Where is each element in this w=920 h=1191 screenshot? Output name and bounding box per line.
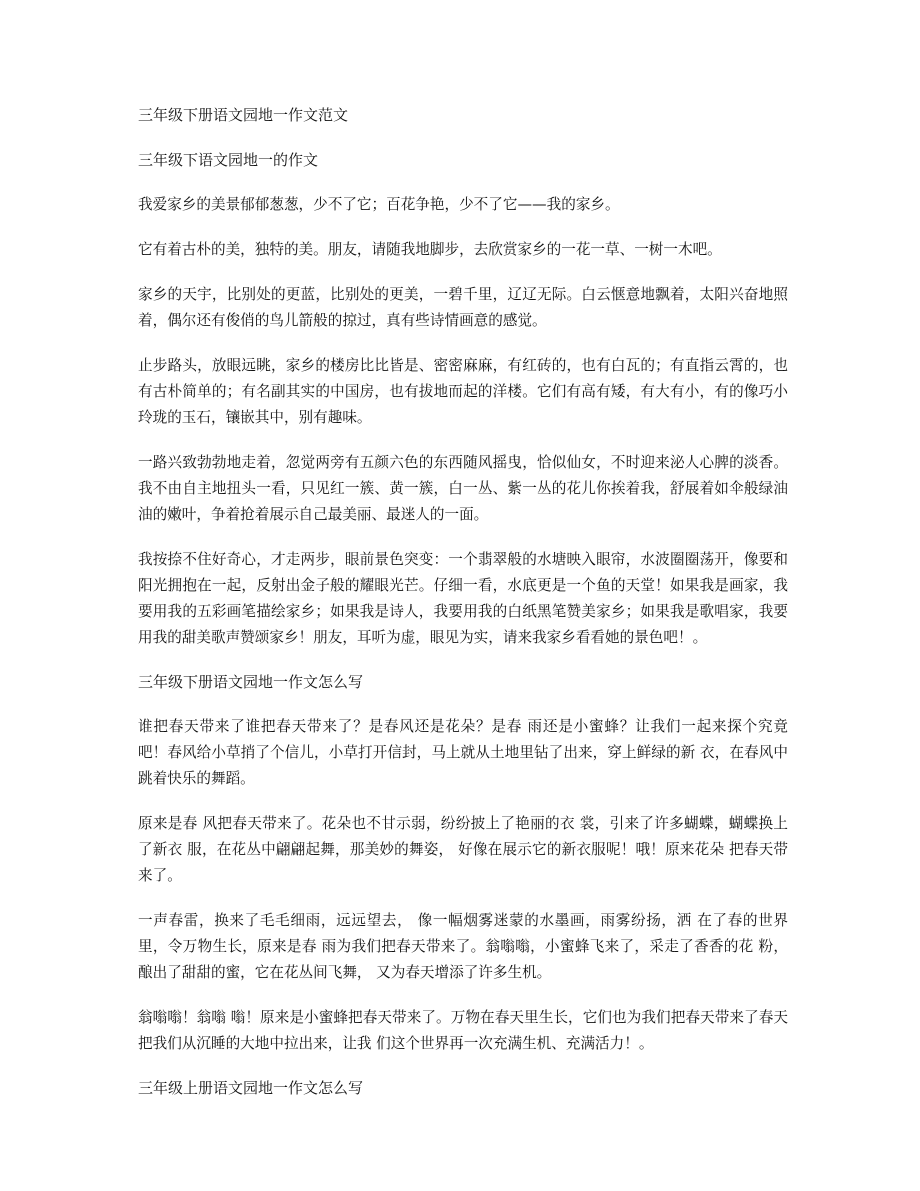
paragraph: 我爱家乡的美景郁郁葱葱，少不了它；百花争艳，少不了它——我的家乡。	[138, 196, 620, 213]
paragraph: 原来是春 风把春天带来了。花朵也不甘示弱，纷纷披上了艳丽的衣 裳，引来了许多蝴蝶，蝴蝶换上了新衣 服，在花丛中翩翩起舞，那美妙的舞姿， 好像在展示它的新衣服呢！哦！原来花朵 把春天带来了。	[138, 815, 788, 884]
paragraph: 我按捺不住好奇心，才走两步，眼前景色突变：一个翡翠般的水塘映入眼帘，水波圈圈荡开，像要和阳光拥抱在一起，反射出金子般的耀眼光芒。仔细一看，水底更是一个鱼的天堂！如果我是画家，我要用我的五彩画笔描绘家乡；如果我是诗人，我要用我的白纸黑笔赞美家乡；如果我是歌唱家，我要用我的甜美歌声赞颂家乡！朋友，耳听为虚，眼见为实，请来我家乡看看她的景色吧！。	[138, 551, 788, 646]
paragraph: 一声春雷，换来了毛毛细雨，远远望去， 像一幅烟雾迷蒙的水墨画，雨雾纷扬，洒 在了春的世界里，令万物生长，原来是春 雨为我们把春天带来了。翁嗡嗡，小蜜蜂飞来了，采走了香香的花 粉，酿出了甜甜的蜜，它在花丛间飞舞， 又为春天增添了许多生机。	[138, 912, 788, 981]
paragraph: 家乡的天宇，比别处的更蓝，比别处的更美，一碧千里，辽辽无际。白云惬意地飘着，太阳兴奋地照着，偶尔还有俊俏的鸟儿箭般的掠过，真有些诗情画意的感觉。	[138, 286, 788, 329]
document-title: 三年级下册语文园地一作文范文	[138, 106, 349, 124]
paragraph: 它有着古朴的美，独特的美。朋友，请随我地脚步，去欣赏家乡的一花一草、一树一木吧。	[138, 241, 722, 258]
paragraph: 止步路头，放眼远眺，家乡的楼房比比皆是、密密麻麻，有红砖的，也有白瓦的；有直指云霄的，也有古朴简单的；有名副其实的中国房，也有拔地而起的洋楼。它们有高有矮，有大有小，有的像巧小玲珑的玉石，镶嵌其中，别有趣味。	[138, 357, 788, 426]
document-page	[138, 103, 788, 1120]
section-heading-1: 三年级下语文园地一的作文	[138, 151, 319, 169]
section-heading-2: 三年级下册语文园地一作文怎么写	[138, 673, 364, 691]
paragraph: 一路兴致勃勃地走着，忽觉两旁有五颜六色的东西随风摇曳，恰似仙女，不时迎来泌人心脾的淡香。我不由自主地扭头一看，只见红一簇、黄一簇，白一丛、紫一丛的花儿你挨着我，舒展着如伞般绿油油的嫩叶，争着抢着展示自己最美丽、最迷人的一面。	[138, 454, 788, 523]
paragraph: 谁把春天带来了谁把春天带来了？是春风还是花朵？是春 雨还是小蜜蜂？让我们一起来探个究竟 吧！春风给小草捎了个信儿，小草打开信封，马上就从土地里钻了出来，穿上鲜绿的新 衣，在春风中跳着快乐的舞蹈。	[138, 718, 788, 787]
paragraph: 翁嗡嗡！翁嗡 嗡！原来是小蜜蜂把春天带来了。万物在春天里生长，它们也为我们把春天带来了春天把我们从沉睡的大地中拉出来，让我 们这个世界再一次充满生机、充满活力！。	[138, 1009, 788, 1052]
section-heading-3: 三年级上册语文园地一作文怎么写	[138, 1079, 364, 1097]
